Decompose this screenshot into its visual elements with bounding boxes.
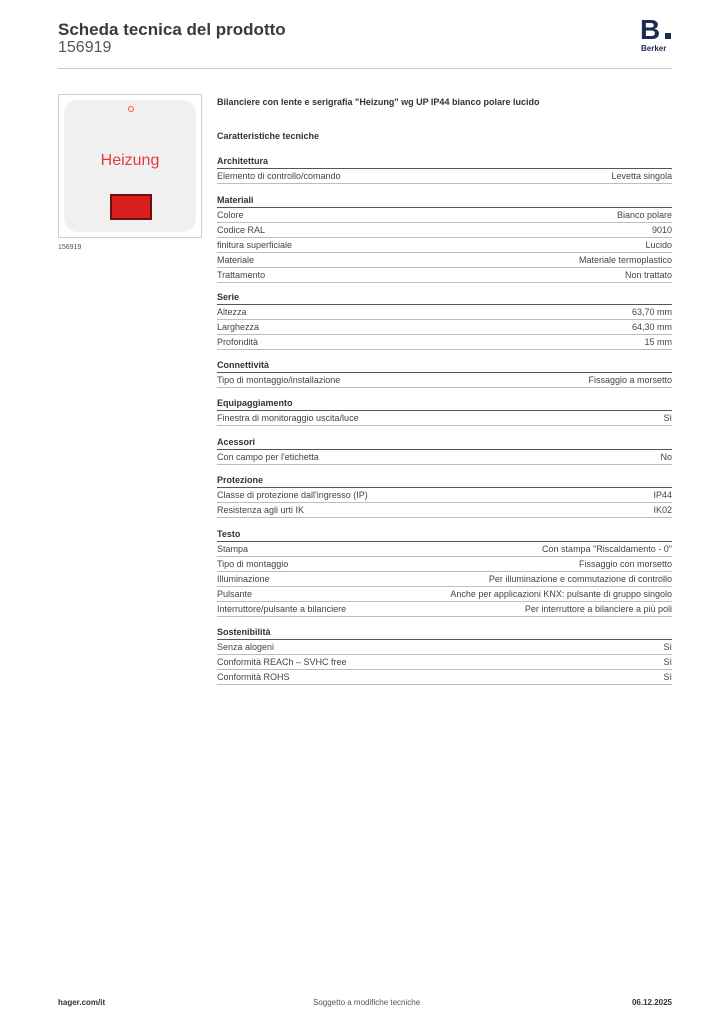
spec-label: Illuminazione bbox=[217, 574, 270, 584]
spec-row bbox=[217, 587, 672, 602]
footer-date: 06.12.2025 bbox=[631, 998, 672, 1007]
spec-label: Con campo per l'etichetta bbox=[217, 452, 319, 462]
spec-group-connettivita bbox=[217, 359, 672, 388]
spec-group-serie bbox=[217, 291, 672, 350]
product-title: Bilanciere con lente e serigrafia "Heizung" wg UP IP44 bianco polare lucido bbox=[217, 97, 540, 107]
spec-row bbox=[217, 411, 672, 426]
spec-row bbox=[217, 572, 672, 587]
spec-value: Anche per applicazioni KNX: pulsante di gruppo singolo bbox=[450, 589, 672, 599]
spec-value: Sì bbox=[663, 413, 672, 423]
group-title: Acessori bbox=[217, 436, 672, 450]
red-lens-window bbox=[110, 194, 152, 220]
spec-label: Larghezza bbox=[217, 322, 260, 332]
spec-value: Sì bbox=[663, 642, 672, 652]
spec-label: finitura superficiale bbox=[217, 240, 293, 250]
spec-label: Resistenza agli urti IK bbox=[217, 505, 305, 515]
spec-label: Classe di protezione dall'ingresso (IP) bbox=[217, 490, 368, 500]
spec-value: IK02 bbox=[653, 505, 672, 515]
spec-label: Colore bbox=[217, 210, 244, 220]
spec-value: Fissaggio con morsetto bbox=[578, 559, 672, 569]
spec-group-equipaggiamento bbox=[217, 397, 672, 426]
spec-label: Profondità bbox=[217, 337, 259, 347]
spec-label: Pulsante bbox=[217, 589, 253, 599]
group-title: Equipaggiamento bbox=[217, 397, 672, 411]
spec-row bbox=[217, 503, 672, 518]
spec-value: Fissaggio a morsetto bbox=[588, 375, 672, 385]
led-indicator-icon bbox=[128, 106, 134, 112]
specs-heading: Caratteristiche tecniche bbox=[217, 131, 320, 141]
spec-label: Altezza bbox=[217, 307, 247, 317]
spec-value: Non trattato bbox=[624, 270, 672, 280]
spec-value: Per illuminazione e commutazione di controllo bbox=[488, 574, 672, 584]
spec-label: Codice RAL bbox=[217, 225, 266, 235]
spec-label: Elemento di controllo/comando bbox=[217, 171, 341, 181]
spec-value: Sì bbox=[663, 657, 672, 667]
spec-value: Lucido bbox=[645, 240, 672, 250]
logo-dot bbox=[665, 33, 671, 39]
spec-group-architettura bbox=[217, 155, 672, 184]
image-caption: 156919 bbox=[58, 244, 82, 251]
group-title: Connettività bbox=[217, 359, 672, 373]
spec-row bbox=[217, 488, 672, 503]
spec-label: Senza alogeni bbox=[217, 642, 275, 652]
header-divider bbox=[58, 68, 672, 69]
spec-row bbox=[217, 305, 672, 320]
spec-label: Tipo di montaggio/installazione bbox=[217, 375, 341, 385]
footer-website: hager.com/it bbox=[58, 998, 106, 1007]
spec-row bbox=[217, 169, 672, 184]
spec-group-protezione bbox=[217, 474, 672, 518]
spec-row bbox=[217, 373, 672, 388]
spec-group-testo bbox=[217, 528, 672, 617]
spec-value: Per interruttore a bilanciere a più poli bbox=[524, 604, 672, 614]
spec-value: No bbox=[660, 452, 672, 462]
spec-row bbox=[217, 335, 672, 350]
group-title: Architettura bbox=[217, 155, 672, 169]
spec-label: Interruttore/pulsante a bilanciere bbox=[217, 604, 347, 614]
spec-group-sostenibilita bbox=[217, 626, 672, 685]
group-title: Serie bbox=[217, 291, 672, 305]
group-title: Protezione bbox=[217, 474, 672, 488]
spec-label: Materiale bbox=[217, 255, 255, 265]
spec-value: Materiale termoplastico bbox=[578, 255, 672, 265]
spec-row bbox=[217, 320, 672, 335]
group-title: Sostenibilità bbox=[217, 626, 672, 640]
spec-label: Stampa bbox=[217, 544, 249, 554]
berker-logo bbox=[640, 16, 674, 54]
spec-value: 15 mm bbox=[644, 337, 672, 347]
spec-value: Sì bbox=[663, 672, 672, 682]
group-title: Materiali bbox=[217, 194, 672, 208]
logo-letter: B bbox=[640, 14, 661, 45]
spec-label: Trattamento bbox=[217, 270, 266, 280]
group-title: Testo bbox=[217, 528, 672, 542]
spec-label: Conformità REACh – SVHC free bbox=[217, 657, 347, 667]
page-title: Scheda tecnica del prodotto bbox=[58, 20, 286, 39]
spec-value: 64,30 mm bbox=[631, 322, 672, 332]
spec-row bbox=[217, 253, 672, 268]
spec-value: 63,70 mm bbox=[631, 307, 672, 317]
plate-label: Heizung bbox=[100, 152, 160, 169]
logo-text: Berker bbox=[641, 44, 667, 53]
spec-label: Finestra di monitoraggio uscita/luce bbox=[217, 413, 359, 423]
spec-row bbox=[217, 542, 672, 557]
spec-row bbox=[217, 238, 672, 253]
spec-row bbox=[217, 602, 672, 617]
spec-value: Bianco polare bbox=[616, 210, 672, 220]
spec-value: Con stampa "Riscaldamento - 0" bbox=[542, 544, 672, 554]
spec-value: Levetta singola bbox=[611, 171, 672, 181]
spec-group-materiali bbox=[217, 194, 672, 283]
spec-row bbox=[217, 640, 672, 655]
spec-row bbox=[217, 670, 672, 685]
spec-row bbox=[217, 223, 672, 238]
spec-row bbox=[217, 557, 672, 572]
spec-label: Tipo di montaggio bbox=[217, 559, 289, 569]
footer-notice: Soggetto a modifiche tecniche bbox=[313, 998, 421, 1007]
switch-plate bbox=[64, 100, 196, 232]
product-code: 156919 bbox=[58, 39, 112, 56]
spec-row bbox=[217, 268, 672, 283]
product-image bbox=[58, 94, 202, 238]
spec-value: 9010 bbox=[651, 225, 672, 235]
spec-row bbox=[217, 450, 672, 465]
spec-row bbox=[217, 208, 672, 223]
spec-group-accessori bbox=[217, 436, 672, 465]
spec-label: Conformità ROHS bbox=[217, 672, 290, 682]
spec-value: IP44 bbox=[653, 490, 672, 500]
spec-row bbox=[217, 655, 672, 670]
